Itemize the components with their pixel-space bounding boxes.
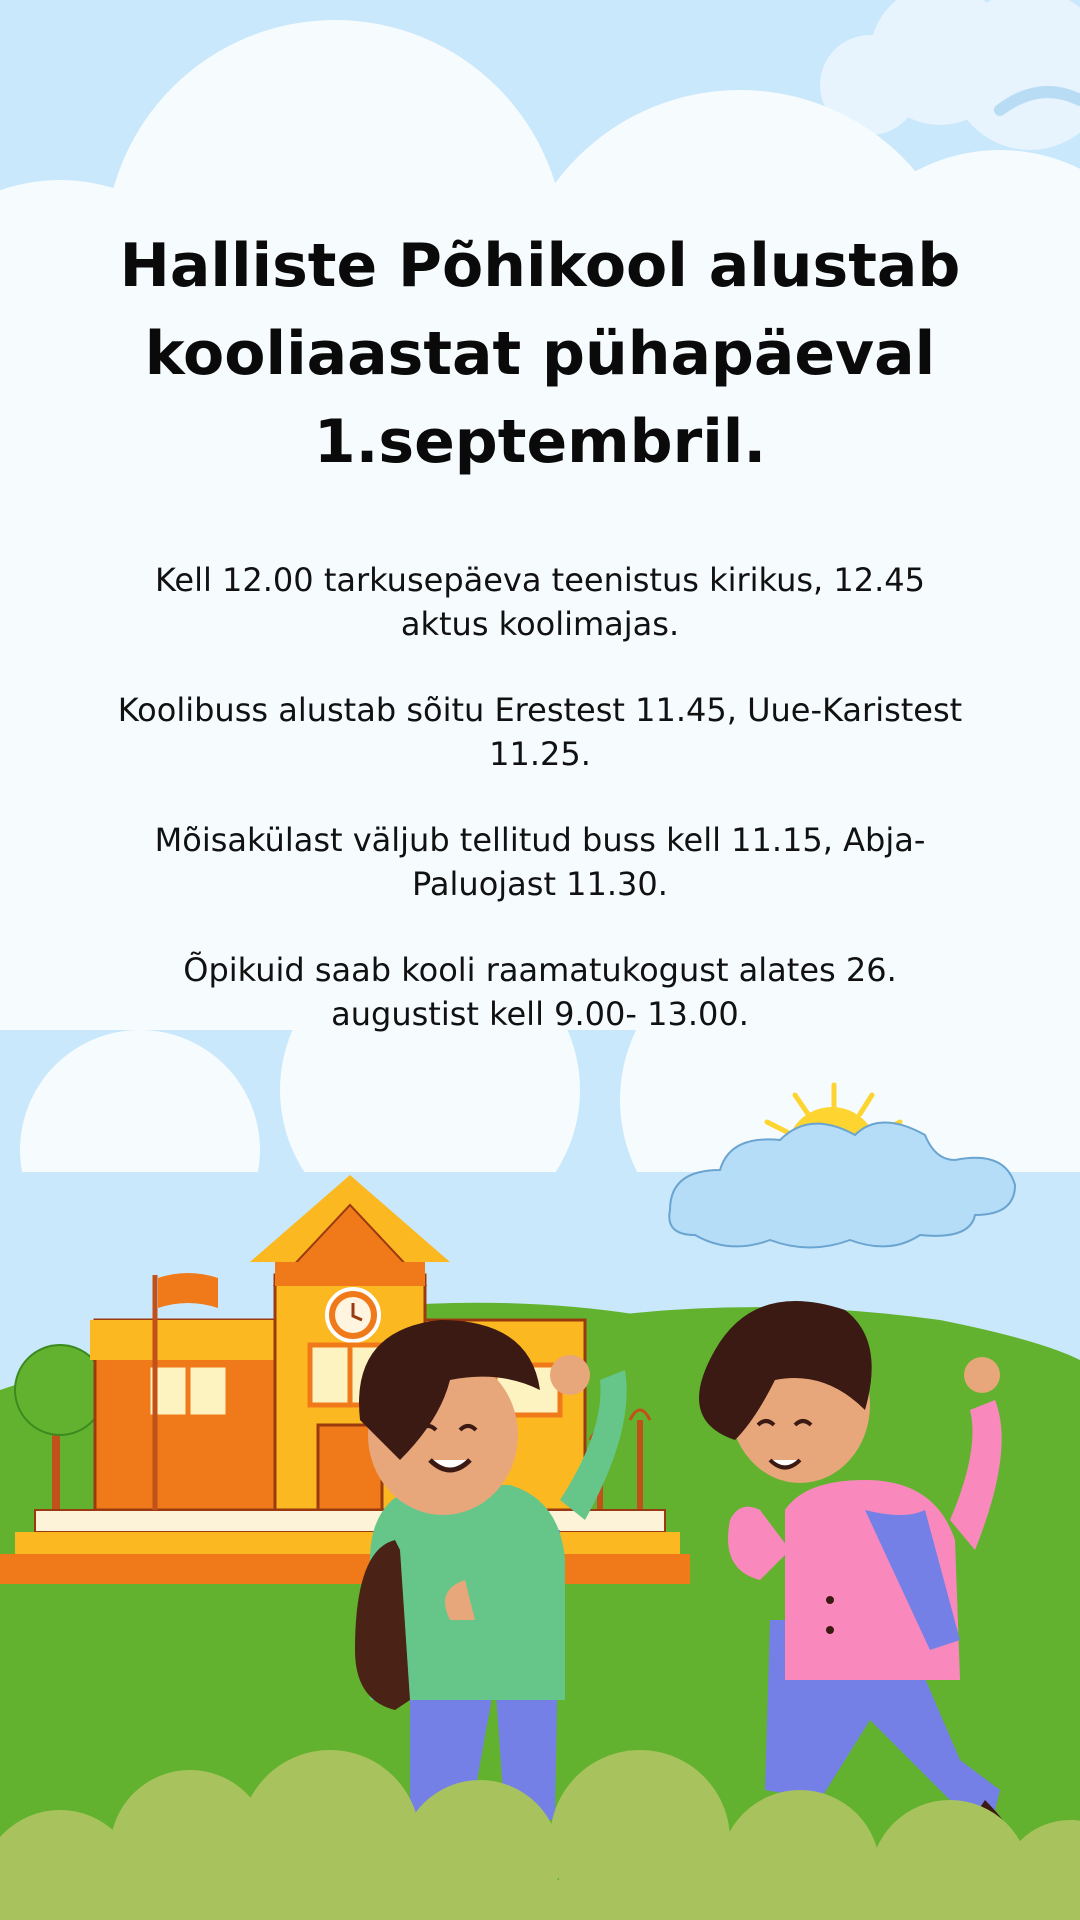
info-paragraph: Kell 12.00 tarkusepäeva teenistus kirikus, 12.45 aktus koolimajas. — [155, 561, 925, 643]
info-section — [110, 558, 970, 1078]
info-paragraph: Mõisakülast väljub tellitud buss kell 11.15, Abja-Paluojast 11.30. — [154, 821, 926, 903]
clock-icon — [327, 1289, 379, 1341]
info-paragraph: Õpikuid saab kooli raamatukogust alates 26. augustist kell 9.00- 13.00. — [183, 951, 897, 1033]
info-paragraph: Koolibuss alustab sõitu Erestest 11.45, Uue-Karistest 11.25. — [117, 691, 963, 773]
headline: Halliste Põhikool alustab kooliaastat pühapäeval 1.septembril. — [119, 231, 961, 477]
